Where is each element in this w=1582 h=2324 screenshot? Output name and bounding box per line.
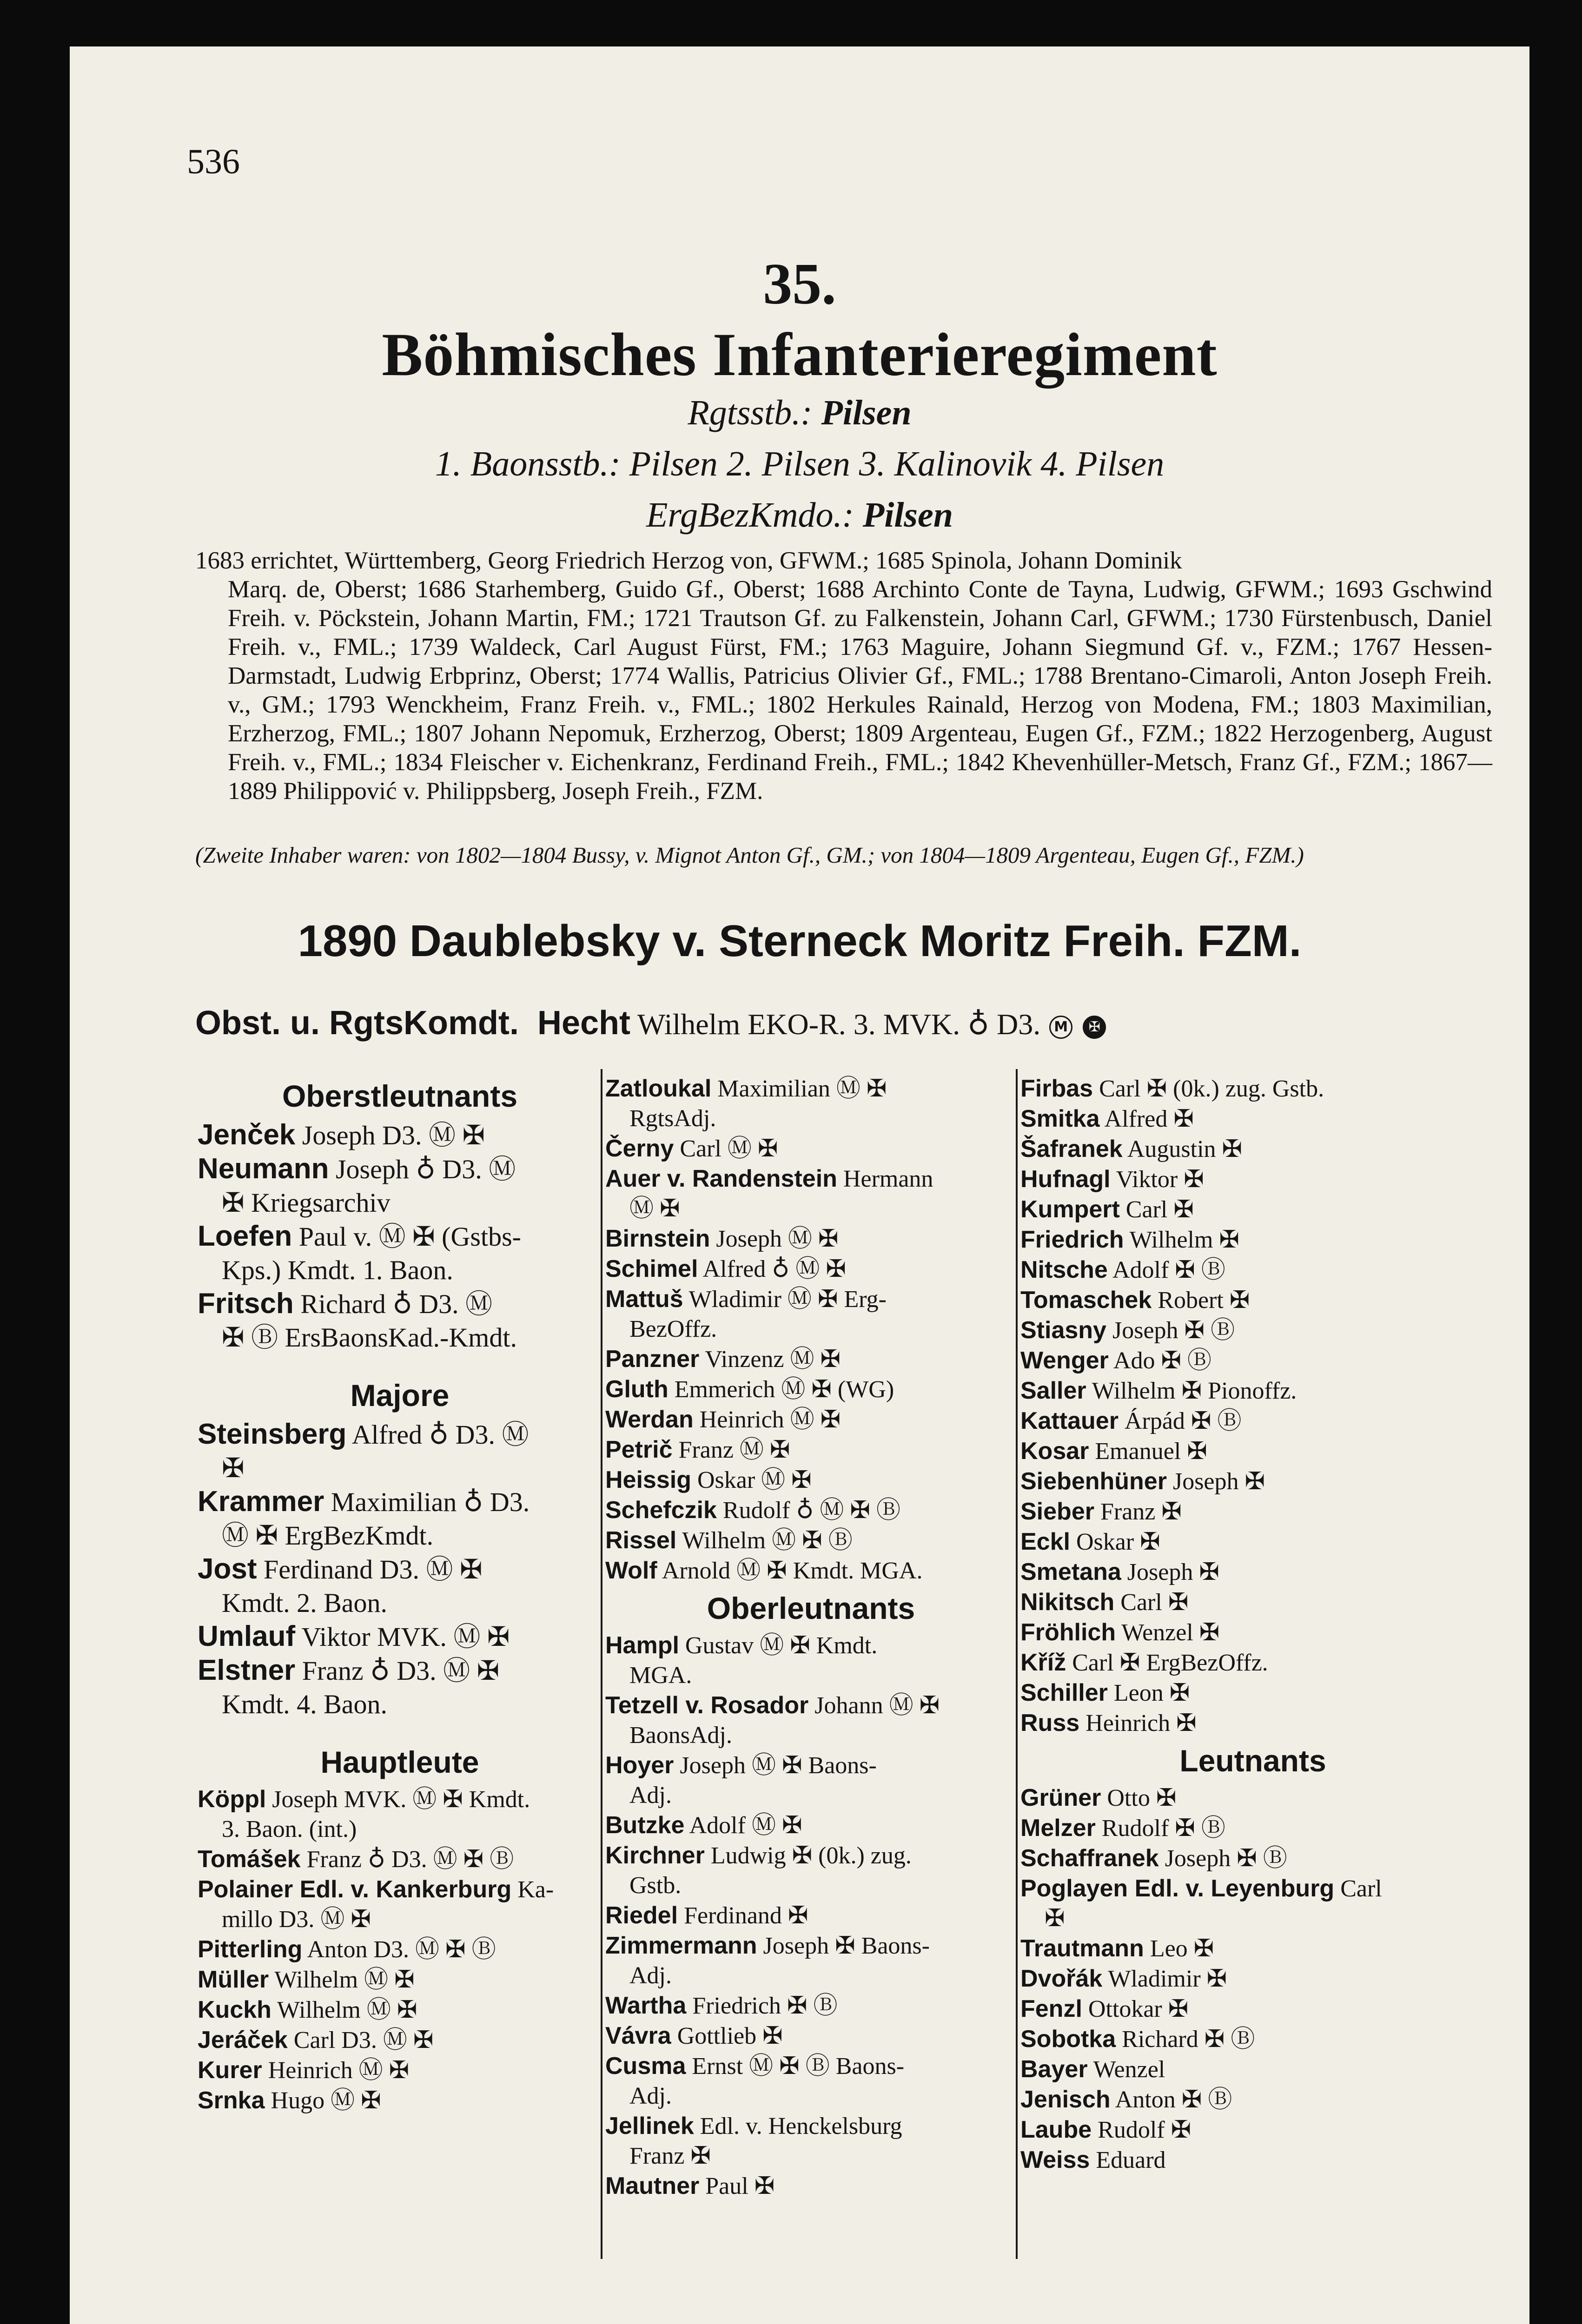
officer-entry: [1020, 1195, 1485, 1225]
officer-entry: [1020, 1315, 1485, 1346]
officer-entry: [1020, 1678, 1485, 1708]
officer-surname: Hampl: [605, 1632, 679, 1659]
officer-surname: Kosar: [1020, 1438, 1089, 1465]
officer-details: Vinzenz Ⓜ ✠: [705, 1346, 841, 1373]
officer-details: Augustin ✠: [1127, 1136, 1243, 1162]
officer-surname: Poglayen Edl. v. Leyenburg: [1020, 1875, 1335, 1902]
officer-entry: [605, 1405, 1017, 1435]
officer-column-1: [198, 1074, 602, 2245]
officer-details: Wenzel: [1093, 2056, 1165, 2083]
officer-surname: Tomášek: [198, 1846, 301, 1873]
officer-details: Alfred ✠: [1104, 1106, 1194, 1132]
officer-details: Maximilian Ⓜ ✠: [717, 1076, 887, 1102]
officer-entry: [1020, 1527, 1485, 1557]
officer-surname: Sobotka: [1020, 2026, 1116, 2053]
baonsstb-line: 1. Baonsstb.: Pilsen 2. Pilsen 3. Kalinovik 4. Pilsen: [435, 444, 1165, 483]
officer-surname: Jeráček: [198, 2027, 288, 2053]
officer-entry: [1020, 2115, 1485, 2145]
officer-surname: Fenzl: [1020, 1995, 1082, 2022]
officer-entry: [1020, 1618, 1485, 1648]
officer-surname: Kumpert: [1020, 1196, 1120, 1223]
officer-entry: [198, 2025, 602, 2055]
officer-details: Richard ✠ Ⓑ: [1122, 2026, 1255, 2053]
officer-entry: [605, 1495, 1017, 1525]
officer-details-continued: Franz ✠: [629, 2143, 711, 2169]
officer-details: Joseph Ⓜ ✠ Baons-: [680, 1752, 877, 1779]
officer-surname: Šafranek: [1020, 1136, 1123, 1162]
page-title: Böhmisches Infanterieregiment: [382, 320, 1218, 389]
officer-surname: Umlauf: [198, 1620, 296, 1652]
officer-surname: Wartha: [605, 1992, 687, 2019]
officer-surname: Friedrich: [1020, 1226, 1124, 1253]
officer-details: Anton D3. Ⓜ ✠ Ⓑ: [307, 1936, 496, 1963]
officer-details: Oskar Ⓜ ✠: [697, 1467, 812, 1493]
officer-surname: Trautmann: [1020, 1935, 1144, 1962]
officer-entry: [605, 1901, 1017, 1931]
officer-entry: [198, 1934, 602, 1965]
officer-details: Carl ✠: [1125, 1196, 1194, 1223]
officer-entry: [605, 1224, 1017, 1254]
officer-details: Robert ✠: [1158, 1287, 1250, 1314]
officer-entry: [198, 1965, 602, 1995]
officer-entry: [1020, 1406, 1485, 1436]
officer-surname: Butzke: [605, 1812, 685, 1839]
section-heading: Leutnants: [1179, 1743, 1326, 1778]
officer-entry: [198, 1152, 602, 1220]
officer-details: Ferdinand ✠: [684, 1902, 808, 1929]
officer-details: Carl ✠ ErgBezOffz.: [1072, 1650, 1268, 1676]
officer-surname: Schimel: [605, 1255, 698, 1282]
officer-entry: [198, 1552, 602, 1620]
regiment-owner: 1890 Daublebsky v. Sterneck Moritz Freih. FZM.: [298, 916, 1302, 966]
officer-details: Hugo Ⓜ ✠: [271, 2087, 381, 2114]
officer-surname: Petrič: [605, 1436, 673, 1463]
officer-details-continued: Adj.: [629, 1962, 672, 1989]
officer-entry: [1020, 1934, 1485, 1964]
officer-details-continued: RgtsAdj.: [629, 1105, 716, 1132]
officer-details: Carl ✠ (0k.) zug. Gstb.: [1099, 1076, 1324, 1102]
officer-details: Wilhelm ✠: [1129, 1227, 1239, 1253]
section-heading: Majore: [350, 1378, 450, 1413]
officer-details-continued: Kps.) Kmdt. 1. Baon.: [222, 1255, 453, 1285]
officer-details: Ottokar ✠: [1088, 1996, 1189, 2022]
officer-surname: Jenisch: [1020, 2086, 1111, 2113]
officer-entry: [605, 1074, 1017, 1134]
officer-details-continued: Gstb.: [629, 1872, 682, 1899]
officer-details: Otto ✠: [1107, 1785, 1177, 1811]
ergbez-value: Pilsen: [862, 495, 953, 535]
officer-entry: [605, 1525, 1017, 1556]
officer-surname: Saller: [1020, 1377, 1086, 1404]
officer-surname: Gluth: [605, 1376, 669, 1403]
officer-details: Eduard: [1096, 2147, 1166, 2173]
officer-details-continued: BaonsAdj.: [629, 1722, 732, 1749]
officer-details: Joseph ♁ D3. Ⓜ: [335, 1154, 516, 1184]
officer-details: Anton ✠ Ⓑ: [1115, 2086, 1232, 2113]
officer-surname: Eckl: [1020, 1528, 1070, 1555]
officer-details: Rudolf ✠ Ⓑ: [1101, 1815, 1225, 1842]
officer-details: Wladimir Ⓜ ✠ Erg-: [688, 1286, 887, 1313]
officer-details: Emanuel ✠: [1095, 1438, 1207, 1465]
officer-entry: [605, 1435, 1017, 1465]
officer-surname: Kattauer: [1020, 1407, 1119, 1434]
officer-surname: Schiller: [1020, 1679, 1108, 1706]
officer-details: Oskar ✠: [1076, 1529, 1160, 1555]
commander-detail: Wilhelm EKO-R. 3. MVK. ♁ D3.: [637, 1008, 1041, 1041]
officer-entry: [1020, 1557, 1485, 1587]
officer-details: Adolf ✠ Ⓑ: [1112, 1257, 1225, 1283]
officer-entry: [605, 1344, 1017, 1374]
officer-entry: [605, 1465, 1017, 1495]
commander-name: Hecht: [537, 1004, 630, 1042]
officer-details-continued: BezOffz.: [629, 1316, 717, 1342]
officer-details-continued: Ⓜ ✠: [629, 1195, 680, 1222]
officer-surname: Köppl: [198, 1786, 266, 1813]
officer-entry: [605, 1750, 1017, 1810]
rgtsstb-line: [70, 393, 1529, 433]
officer-surname: Mautner: [605, 2172, 700, 2199]
officer-entry: [198, 1844, 602, 1875]
officer-surname: Stiasny: [1020, 1317, 1106, 1344]
officer-details-continued: Adj.: [629, 1782, 672, 1809]
officer-entry: [198, 1485, 602, 1552]
officer-details: Alfred ♁ D3. Ⓜ: [351, 1419, 529, 1450]
officer-entry: [605, 1690, 1017, 1750]
officer-entry: [1020, 2054, 1485, 2085]
officer-surname: Tetzell v. Rosador: [605, 1692, 809, 1719]
officer-entry: [198, 1418, 602, 1485]
page-number: 536: [187, 142, 240, 181]
officer-entry: [1020, 1134, 1485, 1164]
merit-medal-icon: M: [1049, 1016, 1072, 1039]
officer-details: Rudolf ✠: [1098, 2117, 1191, 2143]
officer-surname: Bayer: [1020, 2056, 1088, 2083]
officer-details: Carl: [1340, 1875, 1382, 1902]
officer-surname: Firbas: [1020, 1075, 1093, 1102]
second-owners-note: (Zweite Inhaber waren: von 1802—1804 Bussy, v. Mignot Anton Gf., GM.; von 1804—1809 Argenteau, Eugen Gf., FZM.): [195, 842, 1304, 868]
officer-details: Joseph ✠: [1127, 1559, 1219, 1585]
officer-surname: Polainer Edl. v. Kankerburg: [198, 1876, 512, 1903]
officer-surname: Jost: [198, 1553, 257, 1585]
officer-entry: [1020, 1964, 1485, 1994]
officer-details: Edl. v. Henckelsburg: [700, 2113, 902, 2139]
officer-details: Franz Ⓜ ✠: [678, 1437, 790, 1463]
officer-details: Franz ♁ D3. Ⓜ ✠ Ⓑ: [306, 1846, 514, 1873]
officer-details: Wilhelm ✠ Pionoffz.: [1092, 1378, 1297, 1404]
officer-details: Friedrich ✠ Ⓑ: [692, 1993, 838, 2019]
history-line-2: Marq. de, Oberst; 1686 Starhemberg, Guido Gf., Oberst; 1688 Archinto Conte de Tayna, Ludwig, GFWM.; 1693 Gschwind Freih. v. Pöckstein, Johann Martin, FM.; 1721 Trautson Gf. zu Falkenstein, Johann Carl, GFWM.; 1730 Fürstenbusch, Daniel Freih. v., FML.; 1739 Waldeck, Carl August Fürst, FM.; 1763 Maguire, Johann Siegmund Gf. v., FZM.; 1767 Hessen-Darmstadt, Ludwig Erbprinz, Oberst; 1774 Wallis, Patricius Olivier Gf., FML.; 1788 Brentano-Cimaroli, Anton Joseph Freih. v., GM.; 1793 Wenckheim, Franz Freih. v., FML.; 1802 Herkules Rainald, Herzog von Modena, FM.; 1803 Maximilian, Erzherzog, FML.; 1807 Johann Nepomuk, Erzherzog, Oberst; 1809 Argenteau, Eugen Gf., FZM.; 1822 Herzogenberg, August Freih. v., FML.; 1834 Fleischer v. Eichenkranz, Ferdinand Freih., FML.; 1842 Khevenhüller-Metsch, Franz Gf., FZM.; 1867—1889 Philippović v. Philippsberg, Joseph Freih., FZM.: [228, 576, 1492, 805]
officer-surname: Riedel: [605, 1902, 678, 1929]
officer-details: Joseph ✠ Baons-: [763, 1933, 930, 1959]
officer-details: Joseph ✠ Ⓑ: [1112, 1317, 1235, 1344]
regiment-commander: [195, 1004, 1529, 1042]
officer-details-continued: MGA.: [629, 1662, 692, 1689]
officer-details: Joseph ✠: [1172, 1468, 1265, 1495]
regiment-number: 35.: [763, 252, 836, 317]
officer-entry: [1020, 1843, 1485, 1874]
officer-surname: Krammer: [198, 1486, 324, 1518]
officer-surname: Fritsch: [198, 1287, 294, 1320]
officer-entry: [605, 1841, 1017, 1901]
officer-details: Joseph ✠ Ⓑ: [1165, 1845, 1287, 1872]
officer-entry: [1020, 1466, 1485, 1497]
officer-entry: [605, 1556, 1017, 1586]
officer-details: Ka-: [517, 1876, 554, 1903]
officer-surname: Černy: [605, 1135, 674, 1162]
officer-details: Carl D3. Ⓜ ✠: [293, 2027, 434, 2053]
officer-entry: [605, 1931, 1017, 1991]
officer-details-continued: ✠ Kriegsarchiv: [222, 1188, 391, 1218]
officer-surname: Rissel: [605, 1527, 677, 1554]
officer-details: Alfred ♁ Ⓜ ✠: [702, 1256, 846, 1282]
officer-details: Franz ✠: [1100, 1499, 1182, 1525]
officer-surname: Cusma: [605, 2053, 686, 2080]
officer-details: Wenzel ✠: [1121, 1619, 1220, 1646]
officer-details: Gottlieb ✠: [677, 2023, 783, 2049]
officer-entry: [1020, 1497, 1485, 1527]
officer-details: Wladimir ✠: [1108, 1966, 1227, 1992]
officer-entry: [1020, 1874, 1485, 1934]
officer-entry: [1020, 1708, 1485, 1738]
officer-entry: [1020, 1104, 1485, 1134]
officer-entry: [605, 1284, 1017, 1344]
officer-surname: Mattuš: [605, 1286, 683, 1313]
officer-entry: [198, 1220, 602, 1287]
officer-surname: Grüner: [1020, 1784, 1101, 1811]
officer-surname: Schaffranek: [1020, 1845, 1159, 1872]
history-paragraph: [195, 546, 1492, 805]
officer-details: Franz ♁ D3. Ⓜ ✠: [302, 1656, 500, 1686]
rgtsstb-label: Rgtsstb.:: [688, 393, 813, 432]
officer-details: Viktor MVK. Ⓜ ✠: [301, 1622, 510, 1652]
cross-icon: ✠: [1083, 1016, 1106, 1039]
officer-surname: Elstner: [198, 1654, 296, 1686]
officer-details: Heinrich ✠: [1086, 1710, 1197, 1736]
officer-surname: Birnstein: [605, 1225, 710, 1252]
officer-entry: [605, 1810, 1017, 1841]
officer-surname: Wenger: [1020, 1347, 1109, 1374]
section-heading: Oberstleutnants: [282, 1079, 518, 1113]
officer-surname: Srnka: [198, 2087, 265, 2114]
officer-details: Wilhelm Ⓜ ✠: [277, 1997, 417, 2023]
officer-entry: [198, 1620, 602, 1654]
officer-entry: [1020, 1225, 1485, 1255]
officer-entry: [198, 2055, 602, 2086]
officer-entry: [605, 1254, 1017, 1284]
officer-entry: [605, 1374, 1017, 1405]
officer-details: Richard ♁ D3. Ⓜ: [300, 1289, 493, 1319]
officer-details-continued: Ⓜ ✠ ErgBezKmdt.: [222, 1520, 434, 1551]
officer-surname: Loefen: [198, 1220, 292, 1252]
officer-details: Rudolf ♁ Ⓜ ✠ Ⓑ: [722, 1497, 900, 1524]
officer-surname: Kříž: [1020, 1649, 1066, 1676]
spacer: [198, 1721, 602, 1740]
officer-details: Hermann: [843, 1166, 933, 1192]
officer-entry: [605, 2021, 1017, 2051]
section-heading: Hauptleute: [320, 1745, 479, 1779]
officer-surname: Werdan: [605, 1406, 694, 1433]
officer-details-continued: Kmdt. 2. Baon.: [222, 1588, 388, 1618]
officer-surname: Müller: [198, 1966, 269, 1993]
spacer: [198, 1354, 602, 1373]
officer-details-continued: Adj.: [629, 2083, 672, 2109]
ergbez-line: [70, 495, 1529, 535]
officer-surname: Laube: [1020, 2116, 1092, 2143]
officer-entry: [1020, 1376, 1485, 1406]
officer-entry: [1020, 1648, 1485, 1678]
officer-entry: [605, 2111, 1017, 2171]
officer-surname: Tomaschek: [1020, 1287, 1152, 1314]
officer-entry: [198, 2086, 602, 2116]
officer-details: Ludwig ✠ (0k.) zug.: [710, 1842, 912, 1869]
officer-entry: [1020, 1074, 1485, 1104]
officer-details: Gustav Ⓜ ✠ Kmdt.: [685, 1632, 878, 1659]
officer-entry: [605, 2171, 1017, 2201]
officer-surname: Nikitsch: [1020, 1589, 1115, 1616]
officer-surname: Zimmermann: [605, 1932, 757, 1959]
officer-surname: Fröhlich: [1020, 1619, 1116, 1646]
officer-entry: [1020, 2085, 1485, 2115]
officer-surname: Neumann: [198, 1153, 329, 1185]
officer-details: Leo ✠: [1150, 1935, 1214, 1962]
officer-column-2: [605, 1074, 1017, 2245]
officer-surname: Panzner: [605, 1346, 700, 1373]
officer-surname: Kuckh: [198, 1996, 271, 2023]
officer-surname: Auer v. Randenstein: [605, 1165, 837, 1192]
officer-surname: Sieber: [1020, 1498, 1094, 1525]
officer-entry: [605, 2051, 1017, 2111]
officer-surname: Russ: [1020, 1710, 1080, 1736]
officer-surname: Steinsberg: [198, 1418, 347, 1450]
officer-details: Joseph Ⓜ ✠: [716, 1226, 839, 1252]
officer-entry: [198, 1784, 602, 1844]
officer-surname: Smitka: [1020, 1105, 1100, 1132]
officer-details: Arnold Ⓜ ✠ Kmdt. MGA.: [662, 1558, 923, 1584]
officer-surname: Zatloukal: [605, 1075, 712, 1102]
officer-surname: Weiss: [1020, 2146, 1090, 2173]
officer-details: Ernst Ⓜ ✠ Ⓑ Baons-: [692, 2053, 905, 2080]
officer-details: Heinrich Ⓜ ✠: [268, 2057, 410, 2084]
officer-entry: [605, 1164, 1017, 1224]
officer-surname: Smetana: [1020, 1558, 1121, 1585]
officer-details-continued: Kmdt. 4. Baon.: [222, 1689, 388, 1719]
officer-entry: [605, 1631, 1017, 1690]
officer-surname: Schefczik: [605, 1497, 717, 1524]
history-line-1: 1683 errichtet, Württemberg, Georg Friedrich Herzog von, GFWM.; 1685 Spinola, Johann Dominik: [195, 547, 1182, 574]
officer-entry: [198, 1875, 602, 1934]
officer-details: Joseph MVK. Ⓜ ✠ Kmdt.: [272, 1786, 530, 1813]
officer-entry: [1020, 2024, 1485, 2054]
officer-surname: Kirchner: [605, 1842, 705, 1869]
officer-entry: [1020, 2145, 1485, 2175]
officer-details: Heinrich Ⓜ ✠: [699, 1406, 841, 1433]
section-heading: Oberleutnants: [707, 1591, 915, 1625]
officer-surname: Wolf: [605, 1557, 657, 1584]
officer-details: Árpád ✠ Ⓑ: [1124, 1408, 1242, 1434]
officer-surname: Vávra: [605, 2022, 671, 2049]
officer-details: Adolf Ⓜ ✠: [689, 1812, 802, 1839]
officer-details: Maximilian ♁ D3.: [331, 1487, 530, 1517]
officer-entry: [1020, 1255, 1485, 1285]
officer-details: Carl ✠: [1120, 1589, 1189, 1616]
officer-details: Ferdinand D3. Ⓜ ✠: [263, 1554, 483, 1585]
officer-surname: Nitsche: [1020, 1256, 1108, 1283]
officer-details: Emmerich Ⓜ ✠ (WG): [674, 1376, 894, 1403]
officer-entry: [605, 1991, 1017, 2021]
commander-label: Obst. u. RgtsKomdt.: [195, 1004, 519, 1042]
officer-surname: Dvořák: [1020, 1965, 1103, 1992]
officer-details-continued: ✠ Ⓑ ErsBaonsKad.-Kmdt.: [222, 1322, 517, 1353]
officer-surname: Jellinek: [605, 2113, 694, 2139]
officer-surname: Melzer: [1020, 1815, 1096, 1842]
officer-surname: Hufnagl: [1020, 1166, 1111, 1193]
officer-details: Wilhelm Ⓜ ✠: [274, 1967, 415, 1993]
officer-details: Joseph D3. Ⓜ ✠: [302, 1120, 485, 1150]
officer-entry: [198, 1287, 602, 1354]
officer-details: Paul ✠: [705, 2173, 775, 2199]
officer-entry: [1020, 1346, 1485, 1376]
officer-details-continued: ✠: [222, 1453, 245, 1483]
officer-details: Paul v. Ⓜ ✠ (Gstbs-: [298, 1221, 521, 1252]
officer-column-3: [1020, 1074, 1485, 2245]
officer-entry: [1020, 1994, 1485, 2024]
officer-entry: [198, 1118, 602, 1152]
officer-entry: [1020, 1587, 1485, 1618]
officer-details: Ado ✠ Ⓑ: [1113, 1347, 1212, 1374]
officer-details: Carl Ⓜ ✠: [680, 1136, 778, 1162]
officer-entry: [198, 1654, 602, 1721]
officer-details-continued: 3. Baon. (int.): [222, 1816, 357, 1842]
rgtsstb-value: Pilsen: [821, 393, 912, 432]
officer-entry: [1020, 1164, 1485, 1195]
officer-surname: Siebenhüner: [1020, 1468, 1167, 1495]
ergbez-label: ErgBezKmdo.:: [646, 495, 854, 535]
officer-details: Johann Ⓜ ✠: [814, 1692, 940, 1719]
officer-details: Viktor ✠: [1116, 1166, 1204, 1193]
officer-surname: Pitterling: [198, 1936, 303, 1963]
officer-entry: [1020, 1813, 1485, 1843]
officer-details: Wilhelm Ⓜ ✠ Ⓑ: [682, 1527, 853, 1554]
officer-surname: Jenček: [198, 1119, 296, 1151]
officer-entry: [1020, 1436, 1485, 1466]
officer-entry: [605, 1134, 1017, 1164]
officer-entry: [1020, 1783, 1485, 1813]
officer-details-continued: millo D3. Ⓜ ✠: [222, 1906, 371, 1933]
officer-details-continued: ✠: [1045, 1905, 1065, 1932]
officer-surname: Hoyer: [605, 1752, 674, 1779]
officer-entry: [1020, 1285, 1485, 1315]
officer-entry: [198, 1995, 602, 2025]
officer-details: Leon ✠: [1113, 1680, 1190, 1706]
officer-surname: Heissig: [605, 1466, 691, 1493]
officer-surname: Kurer: [198, 2057, 262, 2084]
page: [70, 46, 1529, 2324]
